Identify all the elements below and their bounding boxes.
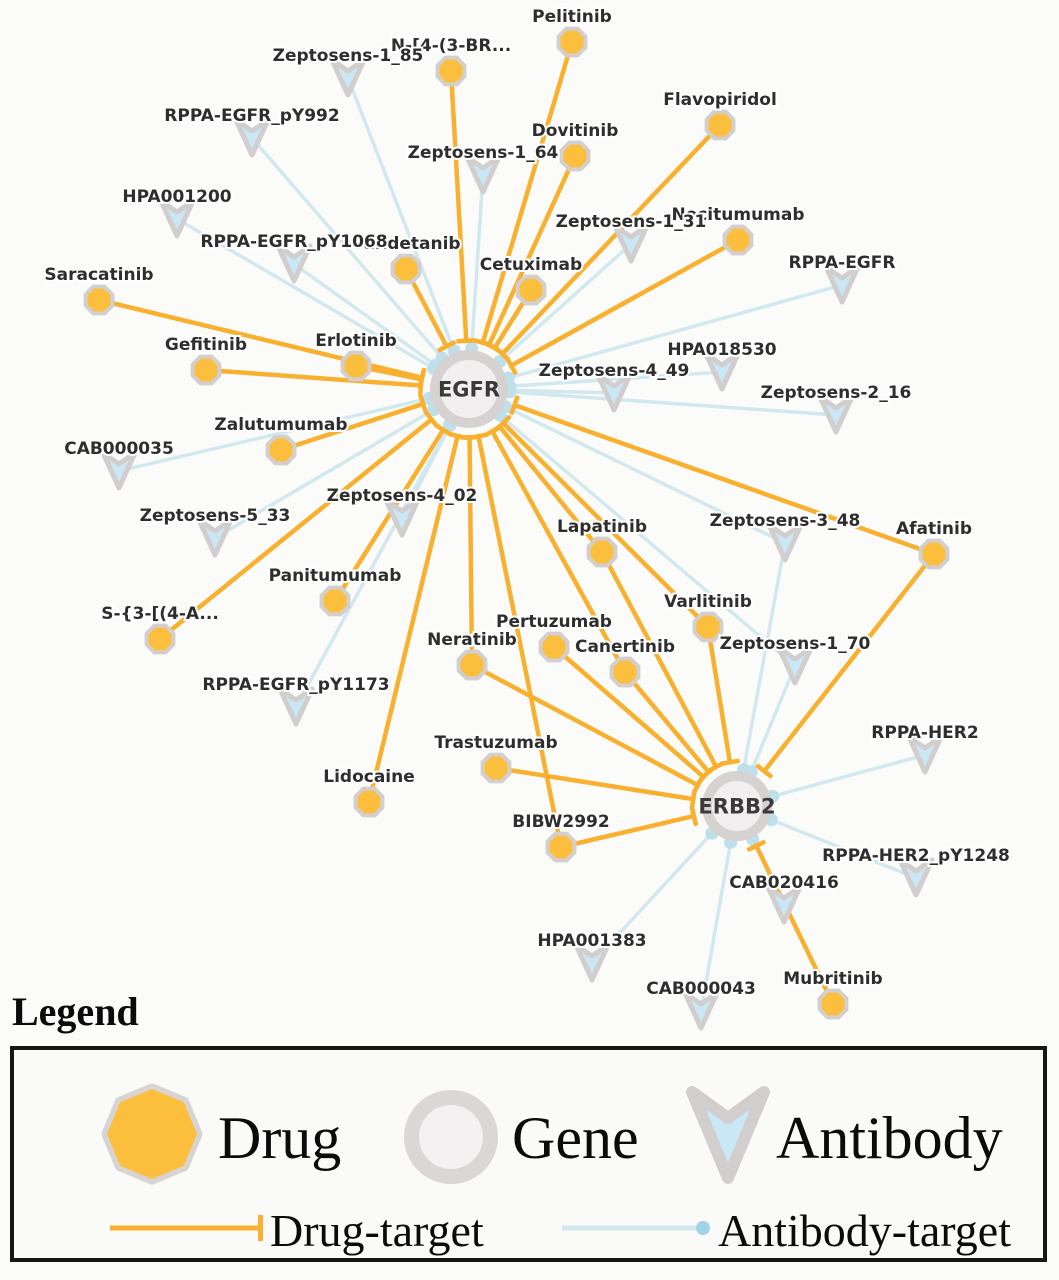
drug-node-saracatinib [86, 287, 113, 314]
edge-trastuzumab-erbb2 [496, 768, 694, 799]
node-label-cetuximab: Cetuximab [479, 255, 583, 275]
node-label-mubritinib: Mubritinib [783, 969, 883, 989]
drug-node-lidocaine [356, 789, 383, 816]
gene-node-egfr [430, 350, 508, 428]
drug-node-flavopiridol [707, 112, 734, 139]
node-label-rppa-egfr-py1173: RPPA-EGFR_pY1173 [202, 675, 390, 695]
antibody-target-edge-icon [558, 1212, 723, 1244]
drug-node-neratinib [459, 652, 486, 679]
node-label-vandetanib: Vandetanib [351, 234, 461, 254]
node-label-hpa018530: HPA018530 [667, 340, 777, 360]
drug-node-mubritinib [820, 991, 847, 1018]
node-label-rppa-egfr-py992: RPPA-EGFR_pY992 [164, 106, 340, 126]
node-label-zeptosens-5-33: Zeptosens-5_33 [139, 506, 291, 526]
drug-node-erlotinib [343, 353, 370, 380]
drug-node-n-4-3-br [438, 58, 465, 85]
node-label-s-3-4-a: S-{3-[(4-A... [101, 604, 219, 624]
antibody-node-icon [682, 1078, 774, 1186]
node-label-lapatinib: Lapatinib [557, 517, 647, 537]
node-label-rppa-egfr: RPPA-EGFR [788, 253, 896, 273]
node-label-rppa-her2-py1248: RPPA-HER2_pY1248 [822, 846, 1010, 866]
gene-node-icon [404, 1090, 498, 1184]
node-label-pertuzumab: Pertuzumab [496, 612, 612, 632]
node-label-panitumumab: Panitumumab [268, 566, 402, 586]
drug-node-necitumumab [725, 227, 752, 254]
node-label-bibw2992: BIBW2992 [512, 812, 610, 832]
drug-node-panitumumab [322, 588, 349, 615]
node-label-rppa-egfr-py1068: RPPA-EGFR_pY1068 [200, 232, 388, 252]
legend-antibody-target-label: Antibody-target [718, 1205, 1011, 1256]
node-label-cab020416: CAB020416 [729, 873, 839, 893]
node-label-dovitinib: Dovitinib [531, 121, 619, 141]
drug-node-dovitinib [562, 143, 589, 170]
drug-node-s-3-4-a [147, 626, 174, 653]
gene-label-erbb2: ERBB2 [698, 794, 776, 819]
node-label-zeptosens-1-64: Zeptosens-1_64 [407, 143, 559, 163]
node-label-canertinib: Canertinib [574, 637, 676, 657]
node-label-n-4-3-br: N-[4-(3-BR... [390, 36, 512, 56]
node-label-zeptosens-4-02: Zeptosens-4_02 [326, 486, 478, 506]
node-label-zeptosens-1-85: Zeptosens-1_85 [272, 46, 424, 66]
drug-node-vandetanib [393, 256, 420, 283]
legend-antibody-label: Antibody [776, 1105, 1003, 1171]
node-label-necitumumab: Necitumumab [671, 205, 805, 225]
legend-gene-label: Gene [512, 1105, 639, 1171]
drug-node-canertinib [612, 659, 639, 686]
node-label-rppa-her2: RPPA-HER2 [871, 723, 979, 743]
node-label-zeptosens-1-70: Zeptosens-1_70 [719, 634, 871, 654]
node-label-zeptosens-1-31: Zeptosens-1_31 [555, 212, 707, 232]
node-label-afatinib: Afatinib [895, 519, 973, 539]
edge-zeptosens-1-70-erbb2 [751, 666, 795, 772]
node-label-trastuzumab: Trastuzumab [434, 733, 558, 753]
gene-label-egfr: EGFR [437, 377, 501, 402]
node-label-zalutumumab: Zalutumumab [214, 415, 348, 435]
node-label-lidocaine: Lidocaine [323, 767, 415, 787]
node-label-erlotinib: Erlotinib [315, 331, 397, 351]
node-label-gefitinib: Gefitinib [164, 335, 248, 355]
drug-node-pelitinib [559, 29, 586, 56]
drug-node-cetuximab [518, 277, 545, 304]
drug-node-lapatinib [589, 539, 616, 566]
labels-layer [44, 7, 1009, 999]
drug-node-afatinib [921, 541, 948, 568]
drug-node-bibw2992 [548, 834, 575, 861]
node-label-cab000043: CAB000043 [646, 979, 756, 999]
legend-title: Legend [12, 989, 139, 1034]
drug-node-varlitinib [695, 614, 722, 641]
node-label-zeptosens-2-16: Zeptosens-2_16 [760, 383, 912, 403]
legend-box [10, 1046, 1047, 1262]
node-label-zeptosens-3-48: Zeptosens-3_48 [709, 511, 861, 531]
node-label-cab000035: CAB000035 [64, 439, 174, 459]
gene-node-erbb2 [698, 771, 775, 841]
drug-node-zalutumumab [268, 437, 295, 464]
drug-node-trastuzumab [483, 755, 510, 782]
edge-n-4-3-br-egfr [451, 71, 466, 341]
node-label-hpa001200: HPA001200 [122, 187, 232, 207]
legend-drug-label: Drug [218, 1105, 342, 1171]
drug-node-pertuzumab [541, 634, 568, 661]
node-label-zeptosens-4-49: Zeptosens-4_49 [538, 361, 690, 381]
edge-rppa-her2-erbb2 [773, 755, 925, 796]
drug-node-icon [98, 1080, 206, 1188]
node-label-hpa001383: HPA001383 [537, 931, 647, 951]
drug-node-gefitinib [193, 357, 220, 384]
node-label-neratinib: Neratinib [427, 630, 517, 650]
node-label-varlitinib: Varlitinib [664, 592, 752, 612]
node-label-pelitinib: Pelitinib [532, 7, 612, 27]
node-label-saracatinib: Saracatinib [44, 265, 154, 285]
drug-target-edge-icon [106, 1212, 276, 1244]
legend-drug-target-label: Drug-target [270, 1205, 484, 1256]
node-label-flavopiridol: Flavopiridol [663, 90, 777, 110]
